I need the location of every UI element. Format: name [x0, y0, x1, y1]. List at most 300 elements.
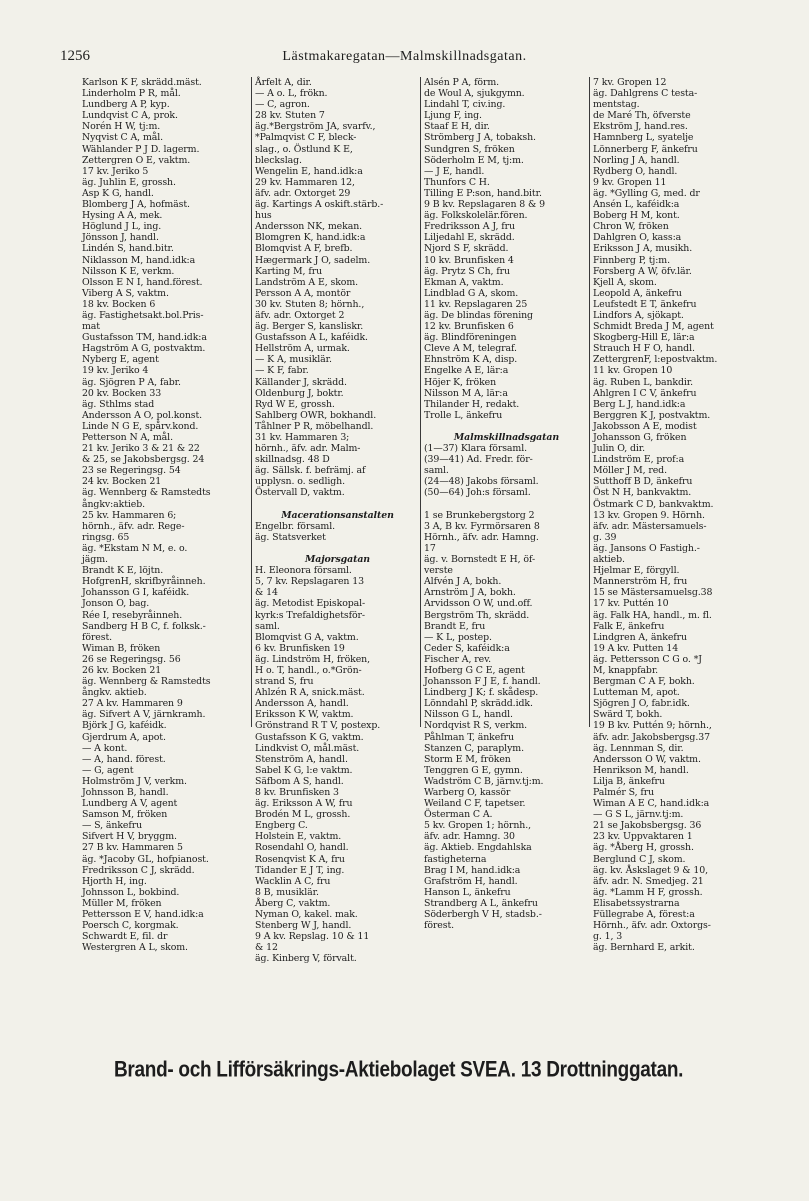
directory-entry: Bergström Th, skrädd.	[424, 609, 530, 621]
directory-entry: Ansén L, kaféidk:a	[593, 199, 680, 211]
directory-entry: Johnsson L, bokbind.	[82, 886, 180, 898]
directory-entry: äfv. adr. N. Smedjeg. 21	[593, 875, 704, 887]
directory-entry: Poersch C, korgmak.	[82, 920, 179, 932]
directory-entry: Gustafsson TM, hand.idk:a	[82, 332, 207, 344]
directory-entry: Wadström C B, järnv.tj:m.	[424, 775, 544, 787]
directory-entry: Källander J, skrädd.	[255, 376, 347, 388]
directory-entry: Jönsson J, handl.	[82, 232, 159, 244]
directory-entry: Landström A E, skom.	[255, 276, 358, 288]
directory-entry: 30 kv. Stuten 8; hörnh.,	[255, 298, 365, 310]
directory-entry: Alfvén J A, bokh.	[424, 576, 502, 588]
directory-entry: — G, agent	[82, 764, 134, 776]
directory-entry: Lundberg A V, agent	[82, 798, 178, 810]
directory-entry: 28 kv. Stuten 7	[255, 110, 325, 122]
directory-entry: Karting M, fru	[255, 265, 323, 277]
directory-entry: Norén H W, tj:m.	[82, 121, 161, 133]
directory-entry: Gjerdrum A, apot.	[82, 731, 166, 743]
directory-entry: Müller M, fröken	[82, 897, 162, 909]
directory-entry: Hofberg G C E, agent	[424, 664, 525, 676]
directory-entry: 29 kv. Hammaren 12,	[255, 176, 355, 188]
directory-entry: Gustafsson A L, kaféidk.	[255, 332, 368, 344]
directory-entry: Schwardt E, fil. dr	[82, 931, 168, 943]
directory-entry: Nyman O, kakel. mak.	[255, 909, 358, 921]
directory-entry: äg. Lindström H, fröken,	[255, 653, 370, 665]
directory-entry: ZettergrenF, l:epostvaktm.	[593, 354, 718, 366]
directory-entry: äfv. adr. Oxtorget 29	[255, 187, 351, 199]
directory-entry: Norling J A, handl.	[593, 154, 680, 166]
directory-entry: 3 A, B kv. Fyrmörsaren 8	[424, 520, 540, 532]
directory-entry: skillnadsg. 48 D	[255, 454, 330, 466]
page-number: 1256	[60, 48, 90, 64]
directory-entry: Johansson G I, kaféidk.	[82, 587, 190, 599]
directory-entry: äg. Metodist Episkopal-	[255, 598, 366, 610]
directory-entry: Tilling E P:son, hand.bitr.	[424, 187, 542, 199]
directory-entry: Tenggren G E, gymn.	[424, 764, 523, 776]
directory-entry: äfv. adr. Hamng. 30	[424, 831, 515, 843]
directory-entry: Warberg O, kassör	[424, 787, 511, 798]
directory-entry: Stenström A, handl.	[255, 753, 348, 765]
directory-column-1	[82, 77, 251, 954]
directory-entry: (50—64) Joh:s församl.	[424, 487, 531, 499]
section-heading: Majorsgatan	[304, 554, 371, 566]
directory-entry: Sahlberg OWR, bokhandl.	[255, 409, 377, 421]
directory-entry: äg. Sällsk. f. befrämj. af	[255, 465, 366, 477]
directory-entry: (39—41) Ad. Fredr. för-	[424, 454, 533, 466]
directory-entry: aktieb.	[593, 554, 625, 566]
directory-entry: äg. *Jacoby GL, hofpianost.	[82, 853, 209, 865]
directory-entry: Wiman B, fröken	[82, 642, 161, 654]
directory-entry: Påhlman T, änkefru	[424, 731, 514, 743]
directory-entry: äg. Kinberg V, förvalt.	[255, 953, 357, 965]
directory-entry: Jonson O, bag.	[82, 598, 150, 610]
directory-entry: Westergren A L, skom.	[82, 942, 188, 954]
directory-entry: 15 se Mästersamuelsg.38	[593, 587, 713, 599]
directory-entry: Lutteman M, apot.	[593, 687, 680, 699]
directory-entry: 23 se Regeringsg. 54	[82, 465, 181, 477]
section-heading: Macerationsanstalten	[281, 509, 394, 521]
directory-entry: äg. Kartings A oskift.stärb.-	[255, 199, 384, 211]
directory-entry: ringsg. 65	[82, 531, 130, 543]
directory-entry: Linderholm P R, mål.	[82, 88, 181, 100]
directory-entry: jägm.	[82, 554, 108, 566]
section-heading: Malmskillnadsgatan	[453, 432, 560, 443]
directory-entry: 11 kv. Repslagaren 25	[424, 298, 528, 310]
directory-entry: Lundberg A P, kyp.	[82, 99, 170, 111]
directory-entry: Stenberg W J, handl.	[255, 920, 352, 932]
directory-entry: Liljedahl E, skrädd.	[424, 232, 515, 244]
directory-entry: Füllegrabe A, förest:a	[593, 909, 695, 921]
directory-entry: Söderholm E M, tj:m.	[424, 154, 524, 166]
directory-entry: Schmidt Breda J M, agent	[593, 321, 714, 333]
directory-entry: 9 B kv. Repslagaren 8 & 9	[424, 199, 546, 211]
directory-entry: Nilsson G L, handl.	[424, 709, 513, 721]
directory-entry: Johansson G, fröken	[593, 432, 687, 443]
directory-entry: äg. Sjögren P A, fabr.	[82, 376, 181, 388]
directory-entry: Lindström E, prof:a	[593, 454, 685, 466]
directory-entry: Blomqvist A F, brefb.	[255, 243, 353, 255]
directory-entry: 21 kv. Jeriko 3 & 21 & 22	[82, 443, 200, 455]
directory-entry: 31 kv. Hammaren 3;	[255, 432, 350, 443]
directory-entry: 17 kv. Puttén 10	[593, 598, 669, 610]
directory-entry: Swärd T, bokh.	[593, 709, 663, 721]
directory-entry: Nyberg E, agent	[82, 354, 159, 366]
directory-entry: Sjögren J O, fabr.idk.	[593, 698, 690, 710]
directory-entry: Wählander P J D. lagerm.	[82, 143, 200, 155]
directory-entry: Wacklin A C, fru	[255, 875, 331, 887]
directory-entry: H. Eleonora församl.	[255, 565, 352, 577]
directory-entry: Chron W, fröken	[593, 221, 669, 233]
directory-entry: 24 kv. Bocken 21	[82, 476, 162, 488]
directory-entry: Hanson L, änkefru	[424, 886, 511, 898]
directory-entry: Olsson E N I, hand.förest.	[82, 276, 203, 288]
directory-entry	[255, 499, 420, 510]
directory-entry: kyrk:s Trefaldighetsför-	[255, 609, 365, 621]
directory-entry: Hægermark J O, sadelm.	[255, 254, 371, 266]
directory-entry: Elisabetssystrarna	[593, 897, 680, 909]
directory-entry: Engberg C.	[255, 820, 308, 832]
directory-entry: Pettersson E V, hand.idk:a	[82, 909, 204, 921]
directory-entry: Säfbom A S, handl.	[255, 775, 344, 787]
directory-entry: Ahlgren I C V, änkefru	[593, 387, 697, 399]
page-title: Lästmakaregatan—Malmskillnadsgatan.	[282, 49, 527, 64]
directory-entry: äfv. adr. Mästersamuels-	[593, 520, 707, 532]
directory-entry: Asp K G, handl.	[82, 187, 154, 199]
directory-entry: hörnh., äfv. adr. Malm-	[255, 443, 361, 455]
directory-entry: äg. Bernhard E, arkit.	[593, 942, 695, 954]
directory-entry: Jakobsson A E, modist	[593, 420, 697, 432]
directory-entry: hus	[255, 210, 272, 222]
directory-entry: Hörnh., äfv. adr. Hamng.	[424, 531, 539, 543]
page-header	[60, 48, 749, 72]
directory-entry: Nordqvist R S, verkm.	[424, 720, 528, 732]
directory-entry: — K A, musiklär.	[255, 354, 332, 366]
directory-entry: Berglund C J, skom.	[593, 853, 686, 865]
directory-entry: 5, 7 kv. Repslagaren 13	[255, 576, 364, 588]
directory-entry: Ljung F, ing.	[424, 110, 482, 122]
directory-entry: Lilja B, änkefru	[593, 775, 665, 787]
directory-entry: Wengelin E, hand.idk:a	[255, 165, 363, 177]
directory-entry: Nilsson K E, verkm.	[82, 265, 175, 277]
directory-entry: Ekström J, hand.res.	[593, 121, 688, 133]
directory-entry: Persson A A, montör	[255, 287, 351, 299]
directory-entry: bleckslag.	[255, 154, 302, 166]
directory-entry: Staaf E H, dir.	[424, 121, 490, 133]
directory-entry: Höglund J L, ing.	[82, 221, 162, 233]
directory-entry: äg. v. Bornstedt E H, öf-	[424, 554, 536, 566]
directory-entry: saml.	[255, 620, 280, 632]
directory-entry: Öst N H, bankvaktm.	[593, 487, 692, 499]
directory-entry: Johansson F J E, f. handl.	[424, 676, 541, 688]
directory-entry: Rosenqvist K A, fru	[255, 853, 345, 865]
directory-entry: 17 kv. Jeriko 5	[82, 165, 149, 177]
directory-entry: 9 A kv. Repslag. 10 & 11	[255, 931, 370, 943]
directory-entry: Grönstrand R T V, postexp.	[255, 720, 381, 732]
directory-entry: ångkv. aktieb.	[82, 687, 147, 699]
directory-entry: Holstein E, vaktm.	[255, 831, 342, 843]
directory-entry: Östmark C D, bankvaktm.	[593, 498, 714, 510]
directory-entry: Hjorth H, ing.	[82, 875, 147, 887]
directory-entry: Åberg C, vaktm.	[255, 897, 331, 909]
directory-entry: 19 B kv. Puttén 9; hörnh.,	[593, 720, 712, 732]
directory-entry: Björk J G, kaféidk.	[82, 720, 167, 732]
directory-entry: äg. Jansons O Fastigh.-	[593, 542, 700, 554]
directory-entry: Skogberg-Hill E, lär:a	[593, 332, 695, 344]
directory-entry: Rée I, resebyråinneh.	[82, 609, 183, 621]
directory-entry: äg. *Gylling G, med. dr	[593, 187, 700, 199]
directory-entry: äg. Lennman S, dir.	[593, 742, 684, 754]
directory-entry: Rosendahl O, handl.	[255, 842, 349, 854]
directory-entry: Hellström A, urmak.	[255, 343, 350, 355]
directory-column-2	[251, 77, 420, 965]
directory-entry: Mannerström H, fru	[593, 576, 688, 588]
directory-column-4	[589, 77, 758, 954]
directory-entry: Forsberg A W, öfv.lär.	[593, 265, 692, 277]
directory-entry: Hamnberg L, syatelje	[593, 132, 694, 144]
directory-entry: 5 kv. Gropen 1; hörnh.,	[424, 820, 531, 832]
directory-entry: äg. Wennberg & Ramstedts	[82, 676, 211, 688]
directory-entry: Nilsson M A, lär:a	[424, 387, 508, 399]
directory-entry: förest.	[424, 920, 455, 932]
directory-entry: Sutthoff B D, änkefru	[593, 476, 693, 488]
directory-entry: strand S, fru	[255, 676, 314, 688]
directory-entry: Sabel K G, l:e vaktm.	[255, 764, 353, 776]
directory-entry: Blomberg J A, hofmäst.	[82, 199, 190, 211]
directory-entry: 27 B kv. Hammaren 5	[82, 842, 183, 854]
directory-entry: de Maré Th, öfverste	[593, 110, 691, 122]
directory-entry: verste	[424, 565, 453, 577]
directory-entry: Möller J M, red.	[593, 465, 667, 477]
directory-entry: (1—37) Klara församl.	[424, 443, 527, 455]
directory-entry: äg. Aktieb. Engdahlska	[424, 842, 532, 854]
directory-entry: 17	[424, 542, 436, 554]
directory-entry: Petterson N A, mål.	[82, 432, 173, 443]
directory-entry: Bergman C A F, bokh.	[593, 676, 695, 688]
directory-entry: 26 se Regeringsg. 56	[82, 653, 181, 665]
directory-entry: Oldenburg J, boktr.	[255, 387, 344, 399]
directory-entry: 12 kv. Brunfisken 6	[424, 321, 514, 333]
directory-entry: — A o. L, frökn.	[255, 88, 328, 100]
directory-entry: Viberg A S, vaktm.	[82, 287, 169, 299]
directory-entry: 23 kv. Uppvaktaren 1	[593, 831, 693, 843]
directory-entry: slag., o. Östlund K E,	[255, 143, 353, 155]
directory-entry: Cleve A M, telegraf.	[424, 343, 517, 355]
directory-entry: 26 kv. Bocken 21	[82, 664, 162, 676]
directory-entry: 19 A kv. Putten 14	[593, 642, 679, 654]
directory-entry: — S, änkefru	[82, 820, 143, 832]
directory-entry: Grafström H, handl.	[424, 875, 518, 887]
directory-entry: HofgrenH, skrifbyråinneh.	[82, 576, 206, 588]
directory-entry: Ceder S, kaféidk:a	[424, 642, 510, 654]
directory-entry: äg. Fastighetsakt.bol.Pris-	[82, 309, 204, 321]
directory-entry: Brag I M, hand.idk:a	[424, 864, 521, 876]
directory-entry: 10 kv. Brunfisken 4	[424, 254, 514, 266]
directory-entry: Stanzen C, paraplym.	[424, 742, 524, 754]
directory-entry: Årfelt A, dir.	[255, 77, 312, 88]
directory-entry: Arvidsson O W, und.off.	[424, 598, 533, 610]
directory-entry: 6 kv. Brunfisken 19	[255, 642, 345, 654]
directory-entry: Lindahl T, civ.ing.	[424, 99, 506, 111]
directory-entry: & 25, se Jakobsbergsg. 24	[82, 454, 205, 466]
directory-entry: Andersson O W, vaktm.	[593, 753, 701, 765]
directory-entry: Finnberg P, tj:m.	[593, 254, 670, 266]
directory-entry: upplysn. o. sedligh.	[255, 476, 345, 488]
directory-entry: Andersson A, handl.	[255, 698, 349, 710]
directory-entry: & 14	[255, 587, 278, 599]
directory-entry: & 12	[255, 942, 278, 954]
directory-entry: Brandt E, fru	[424, 620, 486, 632]
directory-entry: Lindgren A, änkefru	[593, 631, 687, 643]
directory-entry: Andersson A O, pol.konst.	[82, 409, 203, 421]
directory-entry: Söderbergh V H, stadsb.-	[424, 909, 542, 921]
directory-entry: Lindén S, hand.bitr.	[82, 243, 174, 255]
directory-entry: Andersson NK, mekan.	[255, 221, 363, 233]
directory-entry: Eriksson J A, musikh.	[593, 243, 693, 255]
directory-entry: M, knappfabr.	[593, 664, 659, 676]
directory-entry: 27 A kv. Hammaren 9	[82, 698, 183, 710]
directory-entry: Arnström J A, bokh.	[424, 587, 516, 599]
directory-entry: äg. *Ekstam N M, e. o.	[82, 542, 188, 554]
directory-entry: äg. *Åberg H, grossh.	[593, 842, 694, 854]
directory-entry: 8 kv. Brunfisken 3	[255, 787, 339, 798]
directory-entry: äg. Ruben L, bankdir.	[593, 376, 694, 388]
directory-entry: Samson M, fröken	[82, 809, 168, 821]
directory-entry: saml.	[424, 465, 449, 477]
directory-entry: g. 1, 3	[593, 931, 623, 943]
directory-entry: Engelke A E, lär:a	[424, 365, 509, 377]
directory-entry: Dahlgren O, kass:a	[593, 232, 682, 244]
directory-entry: Fischer A, rev.	[424, 653, 492, 665]
directory-entry: 11 kv. Gropen 10	[593, 365, 673, 377]
directory-entry: Karlson K F, skrädd.mäst.	[82, 77, 202, 88]
directory-entry: mentstag.	[593, 99, 640, 111]
directory-entry: 7 kv. Gropen 12	[593, 77, 667, 88]
directory-entry: Lindfors A, sjökapt.	[593, 309, 684, 321]
directory-entry: Engelbr. församl.	[255, 520, 336, 532]
directory-entry: Höjer K, fröken	[424, 376, 497, 388]
directory-entry: äg. Dahlgrens C testa-	[593, 88, 698, 100]
directory-entry: Östervall D, vaktm.	[255, 487, 345, 499]
directory-entry: äg. kv. Åskslaget 9 & 10,	[593, 864, 709, 876]
directory-entry: Johnsson B, handl.	[82, 787, 169, 798]
directory-entry: Hörnh., äfv. adr. Oxtorgs-	[593, 920, 711, 932]
directory-column-3	[420, 77, 589, 932]
directory-entry: äg. Eriksson A W, fru	[255, 798, 353, 810]
directory-entry: mat	[82, 321, 100, 333]
directory-entry: äg. Sifvert A V, järnkramh.	[82, 709, 206, 721]
directory-entry: äg. De blindas förening	[424, 309, 533, 321]
directory-entry: äg. Pettersson C G o. *J	[593, 653, 702, 665]
directory-entry: Lönnerberg F, änkefru	[593, 143, 698, 155]
directory-entry: Hjelmar E, förgyll.	[593, 565, 680, 577]
directory-entry: Wiman A E C, hand.idk:a	[593, 798, 710, 810]
directory-entry: Hagström A G, postvaktm.	[82, 343, 206, 355]
directory-entry: 21 se Jakobsbergsg. 36	[593, 820, 702, 832]
directory-entry: Tåhlner P R, möbelhandl.	[255, 420, 374, 432]
directory-entry: 9 kv. Gropen 11	[593, 176, 667, 188]
directory-entry: Österman C A.	[424, 809, 493, 821]
directory-entry: Brodén M L, grossh.	[255, 809, 351, 821]
directory-entry: 19 kv. Jeriko 4	[82, 365, 149, 377]
directory-entry: äg. Folkskolelär.fören.	[424, 210, 528, 222]
directory-entry: Falk E, änkefru	[593, 620, 665, 632]
directory-entry: 13 kv. Gropen 9. Hörnh.	[593, 509, 705, 521]
directory-entry: Lindberg J K; f. skådesp.	[424, 687, 539, 699]
directory-entry: g. 39	[593, 531, 617, 543]
directory-entry: Thunfors C H.	[424, 176, 490, 188]
directory-entry: äg.*Bergström JA, svarfv.,	[255, 121, 376, 133]
directory-entry: 8 B, musiklär.	[255, 886, 319, 898]
directory-entry: 20 kv. Bocken 33	[82, 387, 162, 399]
directory-entry: Blomgren K, hand.idk:a	[255, 232, 366, 244]
directory-entry: Strandberg A L, änkefru	[424, 897, 538, 909]
directory-entry: äg. Statsverket	[255, 531, 326, 543]
directory-entry: Sandberg H B C, f. folksk.-	[82, 620, 206, 632]
directory-entry	[424, 421, 589, 432]
directory-entry: Hysing A A, mek.	[82, 210, 163, 222]
directory-entry: — J E, handl.	[424, 165, 485, 177]
directory-entry: Zettergren O E, vaktm.	[82, 154, 191, 166]
directory-entry: förest.	[82, 631, 113, 643]
directory-entry: äg. *Lamm H F, grossh.	[593, 886, 703, 898]
directory-entry: Eriksson K W, vaktm.	[255, 709, 354, 721]
directory-entry: Holmström J V, verkm.	[82, 775, 187, 787]
directory-entry: — C, agron.	[255, 99, 310, 111]
directory-entry: — K L, postep.	[424, 631, 492, 643]
directory-entry: Njord S F, skrädd.	[424, 243, 509, 255]
directory-entry: Lindkvist O, mål.mäst.	[255, 742, 360, 754]
directory-entry: Lindblad G A, skom.	[424, 287, 519, 299]
directory-entry: äg. Berger S, kansliskr.	[255, 321, 364, 333]
directory-entry: — A kont.	[82, 742, 128, 754]
directory-entry: Kjell A, skom.	[593, 276, 657, 288]
directory-entry: 1 se Brunkebergstorg 2	[424, 509, 535, 521]
directory-entry: Ekman A, vaktm.	[424, 276, 504, 288]
directory-entry	[255, 543, 420, 554]
directory-entry: Lönndahl P, skrädd.idk.	[424, 698, 533, 710]
directory-entry: Leopold A, änkefru	[593, 287, 682, 299]
directory-entry: Boberg H M, kont.	[593, 210, 680, 222]
directory-entry: Ahlzén R A, snick.mäst.	[255, 687, 365, 699]
directory-entry: Fredriksson A J, fru	[424, 221, 515, 233]
directory-entry: Trolle L, änkefru	[424, 409, 503, 421]
directory-entry: hörnh., äfv. adr. Rege-	[82, 520, 185, 532]
directory-entry: Strömberg J A, tobaksh.	[424, 132, 536, 144]
directory-entry: äg. Wennberg & Ramstedts	[82, 487, 211, 499]
directory-entry: Henrikson M, handl.	[593, 764, 689, 776]
advertisement-address: 13 Drottninggatan.	[520, 1058, 684, 1083]
directory-entry: Berggren K J, postvaktm.	[593, 409, 711, 421]
directory-entry: äg. Sthlms stad	[82, 398, 155, 410]
directory-entry: äg. Falk HA, handl., m. fl.	[593, 609, 712, 621]
directory-entry: Alsén P A, förm.	[424, 77, 500, 88]
directory-entry: Palmér S, fru	[593, 787, 655, 798]
directory-entry: ångkv:aktieb.	[82, 498, 146, 510]
directory-entry: Lundqvist C A, prok.	[82, 110, 178, 122]
directory-entry: — G S L, järnv.tj:m.	[593, 809, 684, 821]
directory-entry: 25 kv. Hammaren 6;	[82, 509, 177, 521]
directory-entry: — K F, fabr.	[255, 365, 309, 377]
directory-entry: Fredriksson C J, skrädd.	[82, 864, 195, 876]
directory-entry: Thilander H, redakt.	[424, 398, 520, 410]
directory-entry: *Palmqvist C F, bleck-	[255, 132, 357, 144]
directory-entry: fastigheterna	[424, 853, 487, 865]
directory-entry	[424, 499, 589, 510]
directory-entry: Nyqvist C A, mål.	[82, 132, 163, 144]
directory-entry: äfv. adr. Jakobsbergsg.37	[593, 731, 710, 743]
directory-entry: Storm E M, fröken	[424, 753, 511, 765]
directory-entry: äg. Blindföreningen	[424, 332, 517, 344]
directory-entry: Gustafsson K G, vaktm.	[255, 731, 364, 743]
